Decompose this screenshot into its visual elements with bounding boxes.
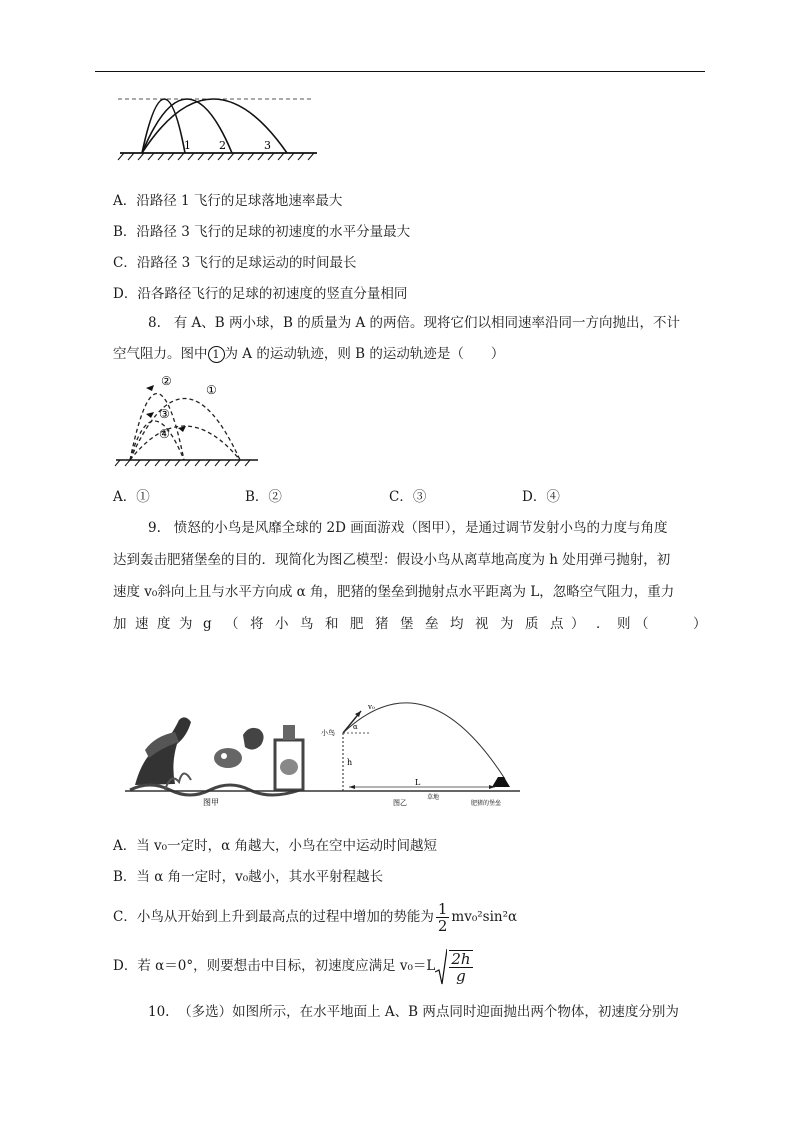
q8-stem-line1: 8. 有 A、B 两小球，B 的质量为 A 的两倍。现将它们以相同速率沿同一方向抛出，不计 [148,315,681,331]
fig-fort-label: 肥猪的堡垒 [471,800,502,807]
q7-trajectory-figure [112,90,322,162]
fig-h-label: h [347,758,353,767]
angry-birds-illustration [130,717,303,795]
fraction-2h-over-g: $\frac{2h}{g}$ [451,949,471,985]
q8-fig-label-1: ① [206,383,217,397]
q9-stem-line4: 加 速 度 为 g （ 将 小 鸟 和 肥 猪 堡 垒 均 视 为 质 点 ） ． 则 （ ） [113,616,707,632]
q9-figure [125,695,525,810]
q7-label-3: 3 [264,139,271,152]
q7-label-1: 1 [184,139,191,152]
q7-option-a: A．沿路径 1 飞行的足球落地速率最大 [113,193,343,209]
q9-option-d: D．若 α＝0°，则要想击中目标，初速度应满足 v₀＝L $\frac{2h}{g}$ [113,949,471,985]
q8-option-a: A．① [113,489,150,505]
circled-number-1: 1 [208,346,225,363]
fig-yi-caption: 图乙 [393,799,407,807]
fig-bird-label: 小鸟 [321,729,335,737]
q9-stem-line1: 9. 愤怒的小鸟是风靡全球的 2D 画面游戏（图甲），是通过调节发射小鸟的力度与角度 [148,520,668,536]
q10-stem-line1: 10. （多选）如图所示，在水平地面上 A、B 两点同时迎面抛出两个物体，初速度分别为 [148,1004,679,1020]
q8-option-d: D．④ [522,489,560,505]
q8-fig-label-2: ② [161,374,172,388]
q8-option-c: C．③ [389,489,427,505]
fig-grass-label: 草地 [427,794,440,801]
q7-option-c: C．沿路径 3 飞行的足球运动的时间最长 [113,255,357,271]
q8-fig-label-4: ④ [159,427,170,441]
q9-stem-line2: 达到轰击肥猪堡垒的目的．现简化为图乙模型：假设小鸟从离草地高度为 h 处用弹弓抛射，初 [113,552,671,568]
q9-option-c: C．小鸟从开始到上升到最高点的过程中增加的势能为 $\frac{1}{2}$ mv₀²sin²α [113,900,518,935]
fig-jia-caption: 图甲 [203,798,219,807]
q8-option-b: B．② [245,489,282,505]
fraction-one-half: $\frac{1}{2}$ [437,900,448,935]
q8-stem-line2: 空气阻力。图中 1 为 A 的运动轨迹，则 B 的运动轨迹是（ ） [113,346,505,362]
fig-L-label: L [415,778,421,787]
q9-stem-line3: 速度 v₀斜向上且与水平方向成 α 角，肥猪的堡垒到抛射点水平距离为 L，忽略空气阻力，重力 [113,584,675,600]
fig-alpha-label: α [353,723,358,731]
q8-fig-label-3: ③ [159,407,170,421]
q7-option-d: D．沿各路径飞行的足球的初速度的竖直分量相同 [113,286,408,302]
q9-option-b: B．当 α 角一定时，v₀越小，其水平射程越长 [113,869,384,885]
q9-option-a: A．当 v₀一定时，α 角越大，小鸟在空中运动时间越短 [113,838,437,854]
q7-option-b: B．沿路径 3 飞行的足球的初速度的水平分量最大 [113,224,411,240]
q8-trajectory-figure [112,372,262,468]
fig-v0-label: v₀ [368,703,375,711]
header-rule [95,71,705,72]
q7-label-2: 2 [219,139,226,152]
sqrt-sign-icon [435,948,447,986]
